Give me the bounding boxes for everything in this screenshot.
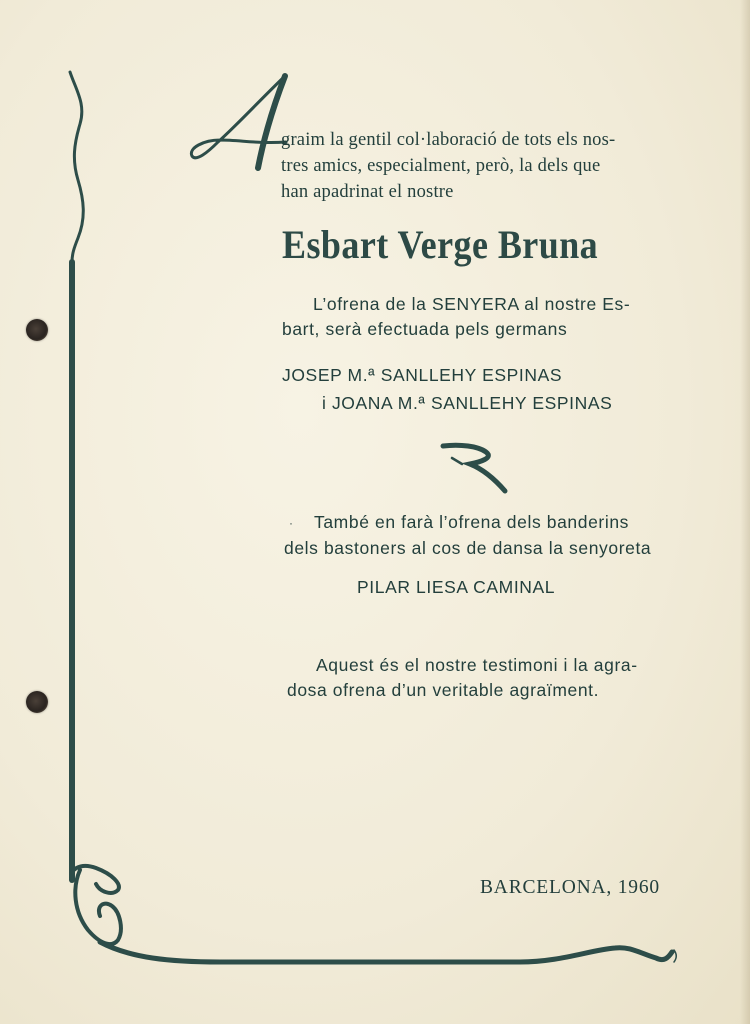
banderins-line-2: dels bastoners al cos de dansa la senyoreta <box>284 538 652 558</box>
intro-line-3: han apadrinat el nostre <box>281 182 454 202</box>
punch-hole-bottom <box>26 691 48 713</box>
closing-line-1: Aquest és el nostre testimoni i la agra- <box>316 655 638 675</box>
page-edge-shadow <box>740 0 750 1024</box>
banderins-line-1: També en farà l’ofrena dels banderins <box>314 512 630 532</box>
bleed-through-decoration <box>150 120 159 158</box>
document-title: Esbart Verge Bruna <box>282 222 599 267</box>
intro-line-1: graim la gentil col·laboració de tots els nos- <box>281 130 616 150</box>
closing-line-2: dosa ofrena d’un veritable agraïment. <box>287 680 600 700</box>
punch-hole-top <box>26 319 48 341</box>
place-date: BARCELONA, 1960 <box>480 877 660 898</box>
senyera-line-2: bart, serà efectuada pels germans <box>282 319 568 339</box>
banderins-sponsor-name: PILAR LIESA CAMINAL <box>357 577 556 597</box>
sponsor-name-2: i JOANA M.ª SANLLEHY ESPINAS <box>322 393 613 413</box>
sponsor-name-1: JOSEP M.ª SANLLEHY ESPINAS <box>282 365 563 385</box>
intro-line-2: tres amics, especialment, però, la dels que <box>281 156 601 176</box>
bullet-mark: · <box>289 516 293 530</box>
drop-cap-letter <box>190 72 290 172</box>
senyera-line-1: L’ofrena de la SENYERA al nostre Es- <box>313 294 631 314</box>
